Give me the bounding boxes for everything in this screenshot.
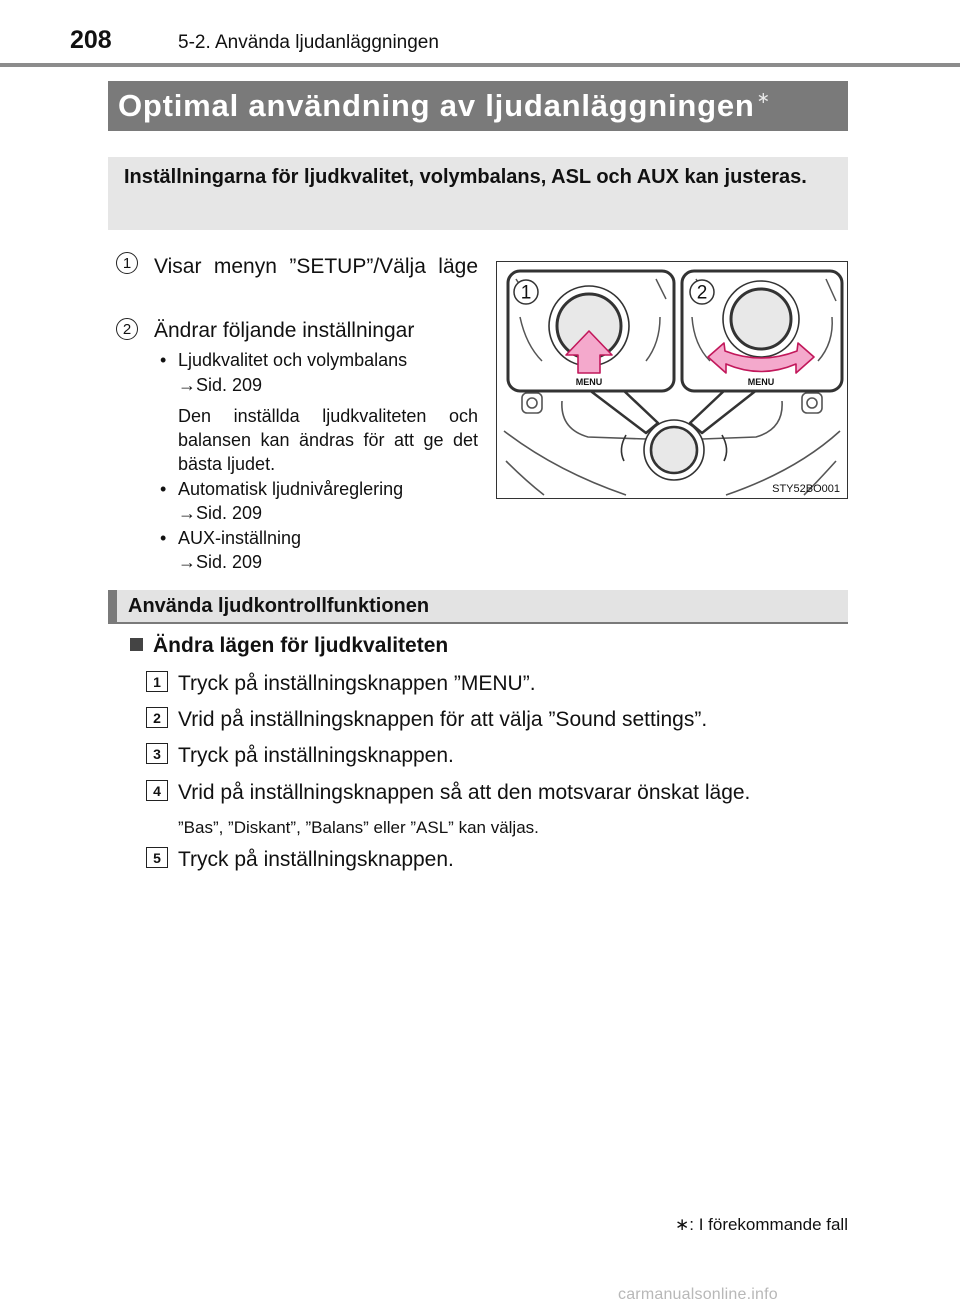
step-1-text: Tryck på inställningsknappen ”MENU”. [178,672,536,695]
optional-mark: ∗ [756,90,771,107]
knob-label-right: MENU [747,377,775,387]
item-1-text: Visar menyn ”SETUP”/Välja läge [154,255,478,278]
step-4-note: ”Bas”, ”Diskant”, ”Balans” eller ”ASL” kan väljas. [178,818,539,837]
chapter-title: 5-2. Använda ljudanläggningen [178,32,439,53]
watermark: carmanualsonline.info [618,1286,778,1303]
section-header [108,590,848,623]
step-number-2: 2 [146,707,168,728]
figure-callout-1: 1 [520,282,532,304]
header-divider [0,63,960,67]
bullet-marker: • [160,350,167,370]
step-3-text: Tryck på inställningsknappen. [178,744,454,767]
section-title: Använda ljudkontrollfunktionen [128,595,430,617]
ref-arrow-icon: → [178,375,196,395]
item-number-2: 2 [116,318,138,340]
ref-arrow-icon: → [178,552,196,572]
bullet-sound-quality: Ljudkvalitet och volymbalans [178,350,408,370]
step-number-1: 1 [146,671,168,692]
ref-aux: →Sid. 209 [178,552,263,572]
intro-text: Inställningarna för ljudkvalitet, volymbalans, ASL och AUX kan justeras. [124,166,807,188]
intro-box [108,157,848,230]
ref-arrow-icon: → [178,503,196,523]
knob-label-left: MENU [575,377,603,387]
step-number-5: 5 [146,847,168,868]
item-2-text: Ändrar följande inställningar [154,319,415,342]
bullet-sound-quality-note: Den inställda ljudkvaliteten och balansen kan ändras för att ge det bästa ljudet. [178,406,478,474]
page-title: Optimal användning av ljudanläggningen [118,88,755,123]
bullet-aux: AUX-inställning [178,528,302,548]
step-4-text: Vrid på inställningsknappen så att den motsvarar önskat läge. [178,781,751,804]
bullet-marker: • [160,528,167,548]
figure-callout-2: 2 [696,282,708,304]
figure-code: STY52BO001 [772,483,840,495]
subsection-heading: Ändra lägen för ljudkvaliteten [130,634,448,658]
section-title-bar [108,81,848,131]
step-5-text: Tryck på inställningsknappen. [178,848,454,871]
square-bullet-icon [130,638,143,651]
bullet-asl: Automatisk ljudnivåreglering [178,479,404,499]
ref-asl: →Sid. 209 [178,503,263,523]
footnote: ∗: I förekommande fall [675,1215,848,1234]
ref-sound-quality: →Sid. 209 [178,375,263,395]
step-number-4: 4 [146,780,168,801]
bullet-marker: • [160,479,167,499]
page-number: 208 [70,26,112,54]
audio-knobs-illustration [496,261,848,499]
step-number-3: 3 [146,743,168,764]
step-2-text: Vrid på inställningsknappen för att välja ”Sound settings”. [178,708,708,731]
asterisk-icon: ∗ [675,1215,690,1234]
item-number-1: 1 [116,252,138,274]
